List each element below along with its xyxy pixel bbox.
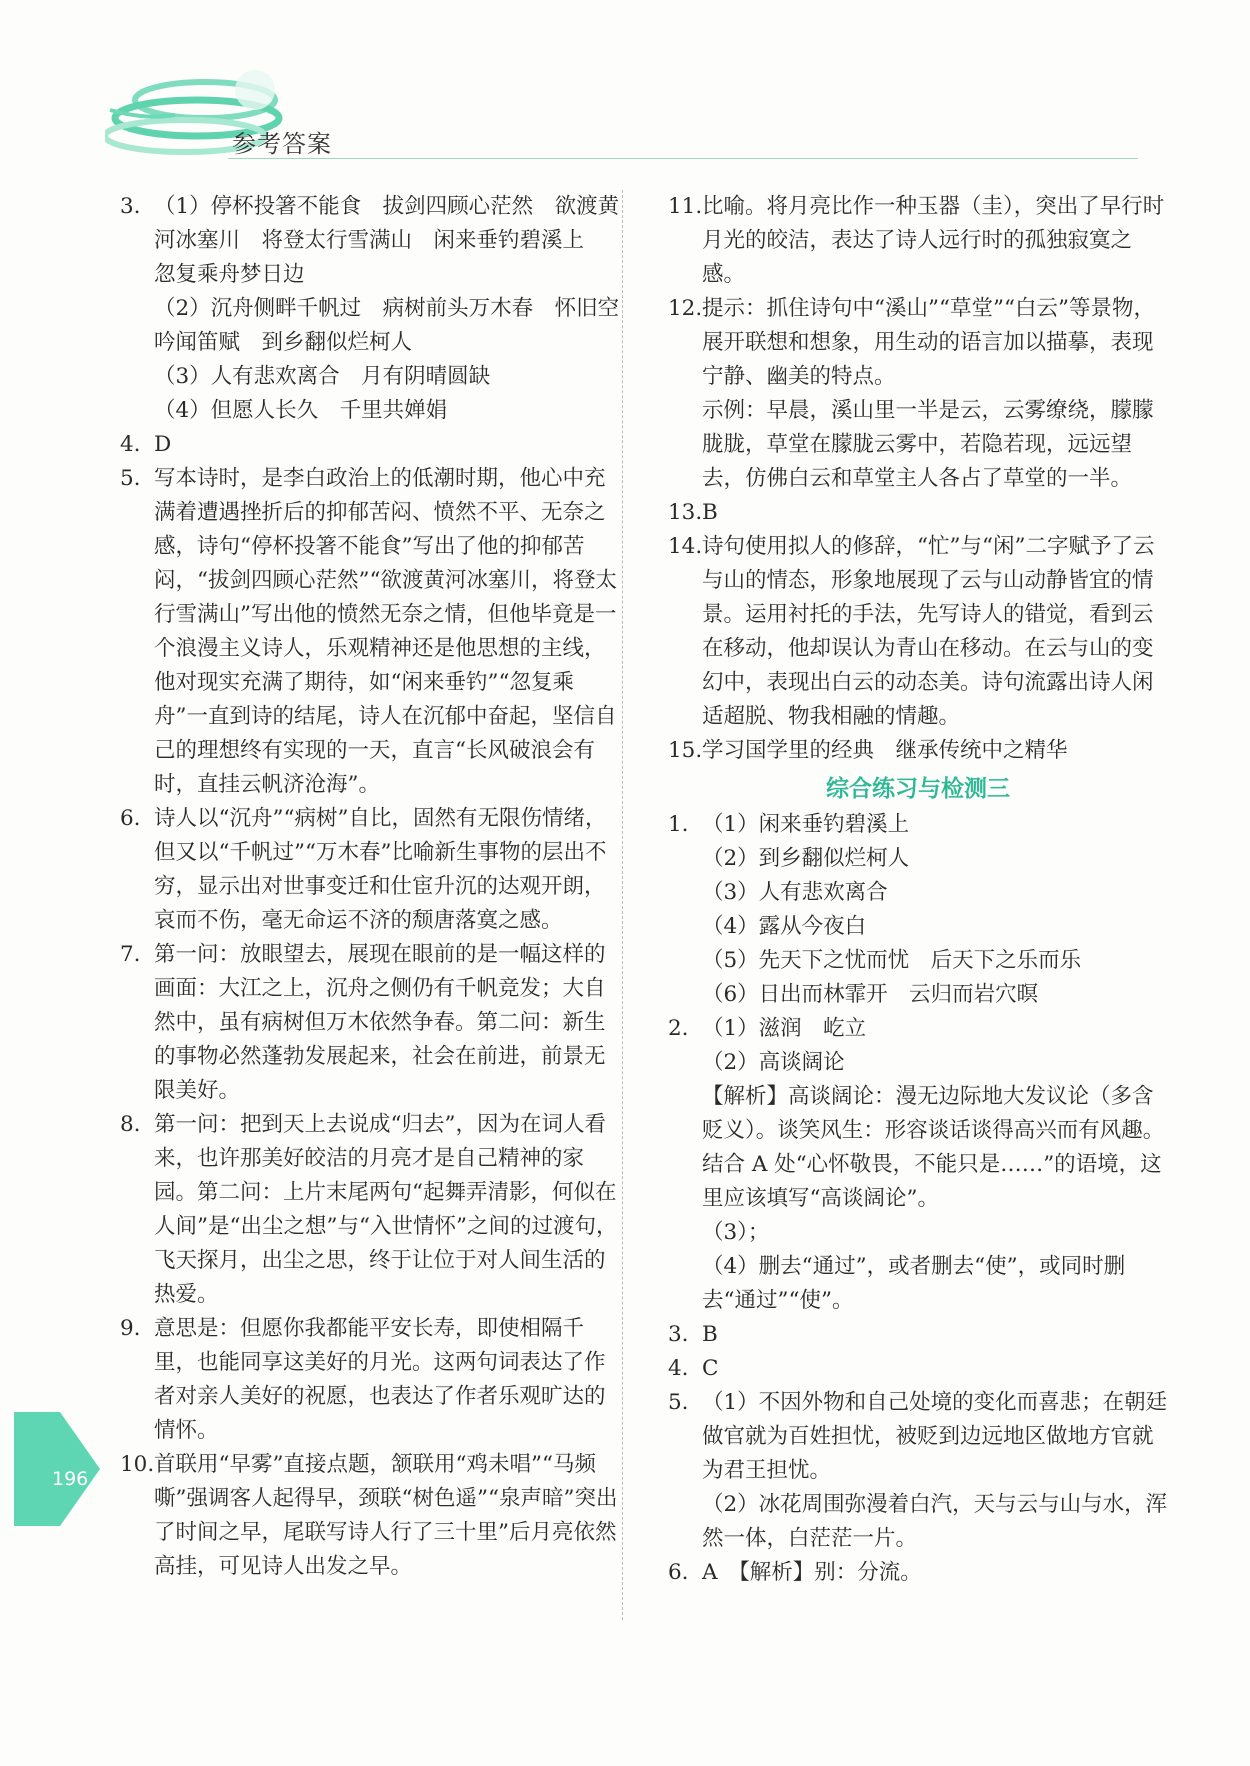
column-divider: [622, 190, 623, 1620]
answer-subline: （4）露从今夜白: [702, 914, 867, 939]
answer-text: B: [702, 500, 718, 525]
answer-text: （1）不因外物和自己处境的变化而喜悲；在朝廷做官就为百姓担忧，被贬到边远地区做地方官就为君王担忧。: [702, 1390, 1168, 1483]
answer-text: （1）停杯投箸不能食 拔剑四顾心茫然 欲渡黄河冰塞川 将登太行雪满山 闲来垂钓碧溪上 忽复乘舟梦日边: [154, 194, 620, 287]
answer-item: [668, 292, 1168, 394]
answer-text: 意思是：但愿你我都能平安长寿，即使相隔千里，也能同享这美好的月光。这两句词表达了作者对亲人美好的祝愿，也表达了作者乐观旷达的情怀。: [154, 1316, 606, 1443]
left-column: [120, 190, 620, 1584]
answer-text: 写本诗时，是李白政治上的低潮时期，他心中充满着遭遇挫折后的抑郁苦闷、愤然不平、无奈之感，诗句“停杯投箸不能食”写出了他的抑郁苦闷，“拔剑四顾心茫然”“欲渡黄河冰塞川，将登太行雪满山”写出他的愤然无奈之情，但他毕竟是一个浪漫主义诗人，乐观精神还是他思想的主线，他对现实充满了期待，如“闲来垂钓”“忽复乘舟”一直到诗的结尾，诗人在沉郁中奋起，坚信自己的理想终有实现的一天，直言“长风破浪会有时，直挂云帆济沧海”。: [154, 466, 617, 797]
answer-number: 11.: [668, 194, 703, 219]
answer-number: 2.: [668, 1016, 689, 1041]
answer-number: 3.: [120, 194, 141, 219]
answer-subline: （3）人有悲欢离合: [702, 880, 888, 905]
answer-item: [120, 1108, 620, 1312]
answer-number: 6.: [668, 1560, 689, 1585]
answer-item: [120, 428, 620, 462]
answer-number: 4.: [668, 1356, 689, 1381]
answer-item: [668, 1012, 1168, 1046]
answer-text: 诗句使用拟人的修辞，“忙”与“闲”二字赋予了云与山的情态，形象地展现了云与山动静皆宜的情景。运用衬托的手法，先写诗人的错觉，看到云在移动，他却误认为青山在移动。在云与山的变幻中，表现出白云的动态美。诗句流露出诗人闲适超脱、物我相融的情趣。: [702, 534, 1155, 729]
answer-subline: （2）沉舟侧畔千帆过 病树前头万木春 怀旧空吟闻笛赋 到乡翻似烂柯人: [154, 296, 620, 355]
answer-number: 7.: [120, 942, 141, 967]
answer-item: [668, 808, 1168, 842]
answer-item: [668, 1386, 1168, 1488]
answer-list-left: [120, 190, 620, 1584]
answer-number: 1.: [668, 812, 689, 837]
answer-number: 4.: [120, 432, 141, 457]
page-header: [0, 0, 1250, 170]
answer-number: 15.: [668, 738, 703, 763]
page-number: 196: [52, 1468, 89, 1490]
answer-text: B: [702, 1322, 718, 1347]
answer-text: 比喻。将月亮比作一种玉器（圭），突出了早行时月光的皎洁，表达了诗人远行时的孤独寂寞之感。: [702, 194, 1165, 287]
answer-item: [668, 1556, 1168, 1590]
answer-subline: （3）；: [702, 1220, 770, 1245]
answer-subline: （2）冰花周围弥漫着白汽，天与云与山与水，浑然一体，白茫茫一片。: [702, 1492, 1168, 1551]
answer-text: C: [702, 1356, 719, 1381]
answer-item: [120, 938, 620, 1108]
answer-item: [120, 462, 620, 802]
answer-list-right: [668, 190, 1168, 768]
answer-item: [668, 496, 1168, 530]
answer-item: [668, 1318, 1168, 1352]
answer-text: A 【解析】别：分流。: [702, 1560, 922, 1585]
answer-text: 诗人以“沉舟”“病树”自比，固然有无限伤情绪，但又以“千帆过”“万木春”比喻新生事物的层出不穷，显示出对世事变迁和仕宦升沉的达观开朗，哀而不伤，毫无命运不济的颓唐落寞之感。: [154, 806, 607, 933]
answer-subline: （3）人有悲欢离合 月有阴晴圆缺: [154, 364, 491, 389]
answer-item: [120, 802, 620, 938]
answer-number: 12.: [668, 296, 703, 321]
answer-item: [120, 1448, 620, 1584]
answer-subline: （4）但愿人长久 千里共婵娟: [154, 398, 448, 423]
answer-number: 6.: [120, 806, 141, 831]
answer-subline: （2）高谈阔论: [702, 1050, 845, 1075]
section-answer-list: [668, 808, 1168, 1590]
answer-item: [120, 190, 620, 292]
header-title: 参考答案: [232, 130, 332, 158]
answer-text: 首联用“早雾”直接点题，颔联用“鸡未唱”“马频嘶”强调客人起得早，颈联“树色遥”“泉声暗”突出了时间之早，尾联写诗人行了三十里”后月亮依然高挂，可见诗人出发之早。: [154, 1452, 618, 1579]
answer-text: D: [154, 432, 172, 457]
answer-text: 提示：抓住诗句中“溪山”“草堂”“白云”等景物，展开联想和想象，用生动的语言加以描摹，表现宁静、幽美的特点。: [702, 296, 1155, 389]
header-rule: [228, 158, 1138, 159]
answer-number: 3.: [668, 1322, 689, 1347]
answer-item: [668, 1352, 1168, 1386]
answer-text: 第一问：放眼望去，展现在眼前的是一幅这样的画面：大江之上，沉舟之侧仍有千帆竞发；大自然中，虽有病树但万木依然争春。第二问：新生的事物必然蓬勃发展起来，社会在前进，前景无限美好。: [154, 942, 606, 1103]
answer-subline: （2）到乡翻似烂柯人: [702, 846, 910, 871]
answer-item: [668, 734, 1168, 768]
answer-subline: 示例：早晨，溪山里一半是云，云雾缭绕，朦朦胧胧，草堂在朦胧云雾中，若隐若现，远远望去，仿佛白云和草堂主人各占了草堂的一半。: [702, 398, 1154, 491]
answer-number: 5.: [668, 1390, 689, 1415]
answer-number: 10.: [120, 1452, 155, 1477]
answer-item: [668, 190, 1168, 292]
section-title: 综合练习与检测三: [826, 776, 1010, 802]
answer-subline: （5）先天下之忧而忧 后天下之乐而乐: [702, 948, 1082, 973]
answer-subline: 【解析】高谈阔论：漫无边际地大发议论（多含贬义）。谈笑风生：形容谈话谈得高兴而有风趣。结合 A 处“心怀敬畏，不能只是……”的语境，这里应该填写“高谈阔论”。: [702, 1084, 1165, 1211]
answer-text: 第一问：把到天上去说成“归去”，因为在词人看来，也许那美好皎洁的月亮才是自己精神的家园。第二问：上片末尾两句“起舞弄清影，何似在人间”是“出尘之想”与“入世情怀”之间的过渡句，飞天探月，出尘之思，终于让位于对人间生活的热爱。: [154, 1112, 618, 1307]
answer-number: 14.: [668, 534, 703, 559]
answer-text: （1）滋润 屹立: [702, 1016, 867, 1041]
answer-item: [120, 1312, 620, 1448]
right-column: [668, 190, 1168, 1590]
answer-subline: （4）删去“通过”，或者删去“使”，或同时删去“通过”“使”。: [702, 1254, 1126, 1313]
answer-number: 5.: [120, 466, 141, 491]
answer-subline: （6）日出而林霏开 云归而岩穴暝: [702, 982, 1039, 1007]
answer-number: 9.: [120, 1316, 141, 1341]
answer-text: （1）闲来垂钓碧溪上: [702, 812, 910, 837]
answer-text: 学习国学里的经典 继承传统中之精华: [702, 738, 1068, 763]
answer-item: [668, 530, 1168, 734]
answer-number: 13.: [668, 500, 703, 525]
answer-number: 8.: [120, 1112, 141, 1137]
